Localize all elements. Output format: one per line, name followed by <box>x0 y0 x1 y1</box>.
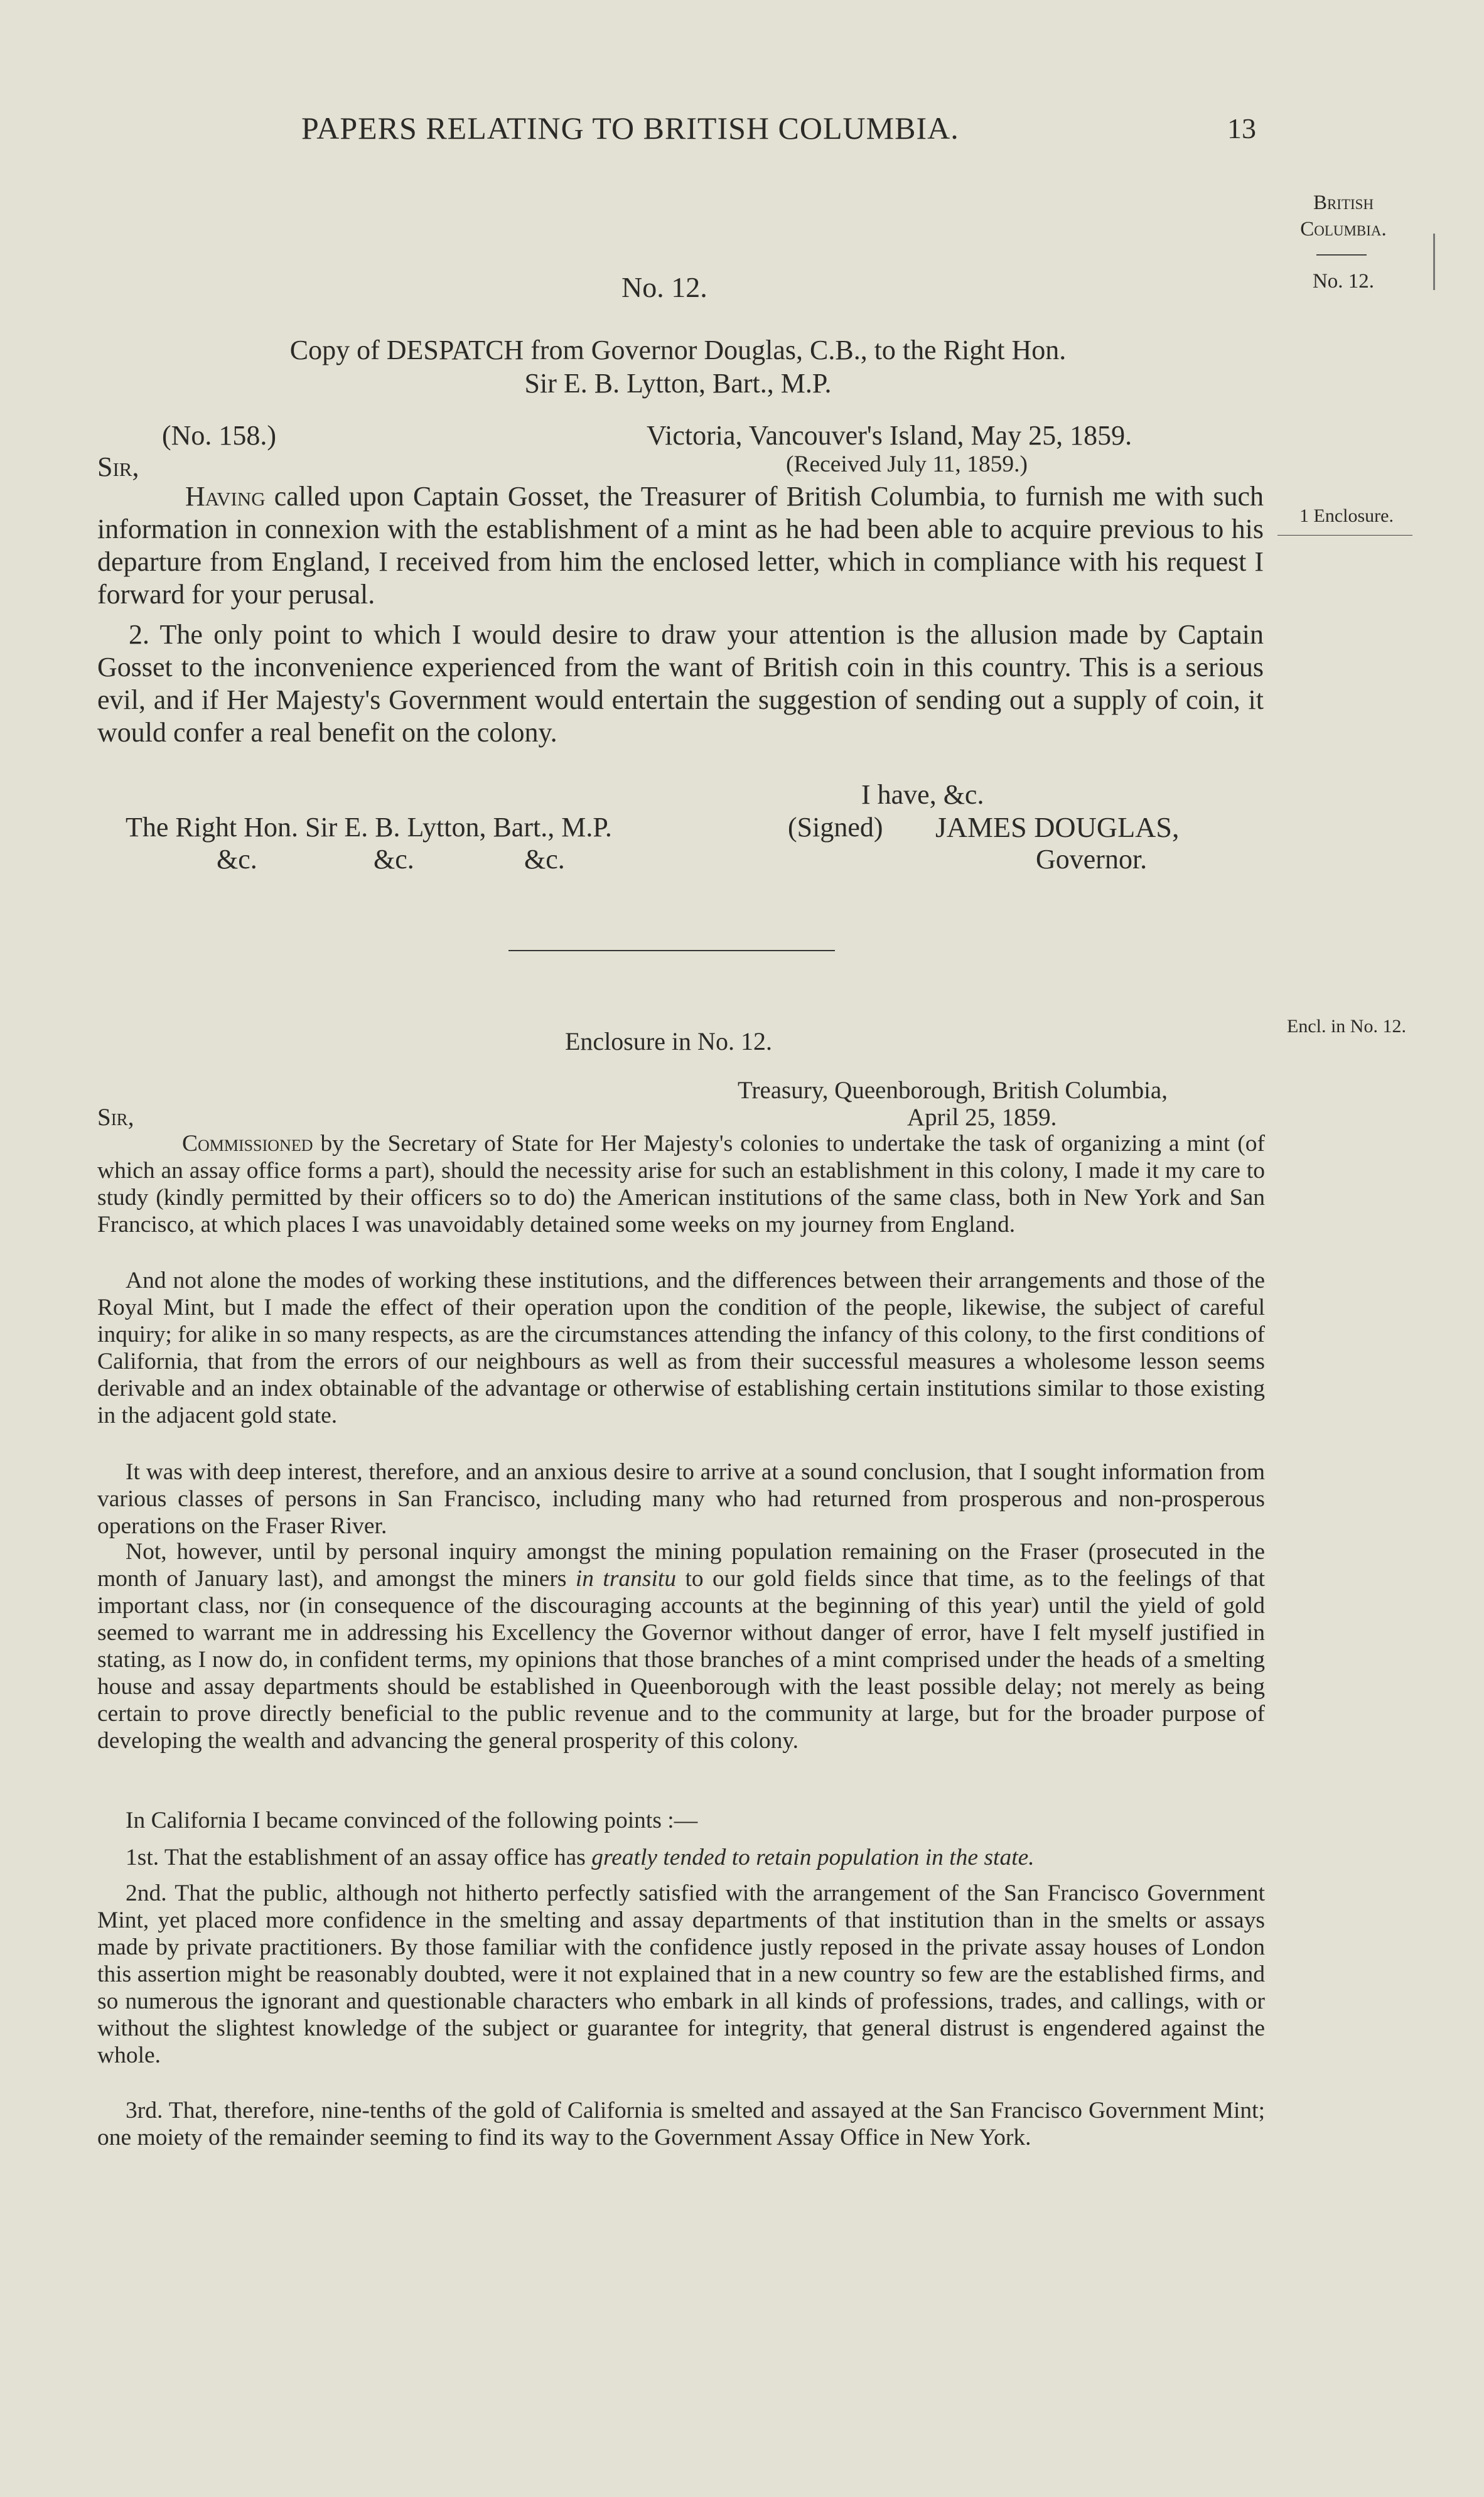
despatch-signatory: JAMES DOUGLAS, <box>935 811 1180 843</box>
enclosure-paragraph-6 <box>97 1844 1265 1871</box>
despatch-etc-3: &c. <box>524 844 565 875</box>
enclosure-place: Treasury, Queenborough, British Columbia, <box>738 1077 1168 1104</box>
enclosure-paragraph-4 <box>97 1538 1265 1754</box>
despatch-paragraph-1 <box>97 480 1264 611</box>
enclosure-p4-text-a: Not, however, until by personal inquiry amongst the mining population remaining on the Fraser (prosecuted in the month of January last), and amongst the miners <box>97 1539 1265 1592</box>
despatch-number: No. 12. <box>621 271 707 303</box>
enclosure-paragraph-7: 2nd. That the public, although not hitherto perfectly satisfied with the arrangement of the San Francisco Government Mint, yet placed more confidence in the smelting and assay departments of that institution than in the smelts or assays made by private practitioners. By those familiar with the confidence justly reposed in the private assay houses of London this assertion might be reasonably doubted, were it not explained that in a new country so few are the established firms, and so numerous the ignorant and questionable characters who embark in all kinds of professions, trades, and callings, with or without the slightest knowledge of the subject or guarantee for integrity, that general distrust is engendered against the whole. <box>97 1880 1265 2068</box>
margin-vertical-bar <box>1433 234 1435 290</box>
margin-enclosure-count: 1 Enclosure. <box>1299 505 1394 526</box>
section-divider <box>508 950 835 951</box>
enclosure-p1-text: by the Secretary of State for Her Majesty's colonies to undertake the task of organizing a mint (of which an assay office forms a part), should the necessity arise for such an establishment in this colony, I made it my care to study (kindly permitted by their officers so to do) the American institutions of the same class, both in New York and San Francisco, at which places I was unavoidably detained some weeks on my journey from England. <box>97 1131 1265 1238</box>
enclosure-p1-lead: Commissioned <box>182 1131 313 1157</box>
enclosure-date: April 25, 1859. <box>907 1104 1057 1131</box>
despatch-received: (Received July 11, 1859.) <box>786 451 1028 477</box>
enclosure-p4-text-b: to our gold fields since that time, as to the feelings of that important class, nor (in consequence of the discouraging accounts at the beginning of this year) until the yield of gold seemed to warrant me in addressing his Excellency the Governor without danger of error, have I felt myself justified in stating, as I now do, in confident terms, my opinions that those branches of a mint comprised under the heads of a smelting house and assay departments should be established in Queenborough with the least possible delay; not merely as being certain to prove directly beneficial to the public revenue and to the community at large, but for the broader purpose of developing the wealth and advancing the general prosperity of this colony. <box>97 1566 1266 1754</box>
despatch-signatory-title: Governor. <box>1036 844 1148 875</box>
despatch-etc-2: &c. <box>374 844 414 875</box>
despatch-place-date: Victoria, Vancouver's Island, May 25, 1859. <box>647 420 1132 451</box>
margin-despatch-ref: No. 12. <box>1312 270 1375 293</box>
margin-region-line1: British <box>1313 191 1374 214</box>
despatch-salutation: Sir, <box>97 451 139 482</box>
enclosure-paragraph-3: It was with deep interest, therefore, and an anxious desire to arrive at a sound conclusion, that I sought information from various classes of persons in San Francisco, including many who had returned from prosperous and non-prosperous operations on the Fraser River. <box>97 1459 1265 1539</box>
despatch-title-line2: Sir E. B. Lytton, Bart., M.P. <box>524 368 832 399</box>
enclosure-p4-italic: in transitu <box>575 1566 677 1592</box>
despatch-para1-lead: Having <box>185 481 266 512</box>
margin-rule <box>1316 254 1367 256</box>
page-number: 13 <box>1227 112 1256 144</box>
despatch-signed: (Signed) <box>788 812 883 843</box>
margin-enclosure-rule <box>1277 535 1412 536</box>
running-header-title: PAPERS RELATING TO BRITISH COLUMBIA. <box>301 111 959 146</box>
enclosure-paragraph-5: In California I became convinced of the following points :— <box>126 1808 698 1833</box>
despatch-paragraph-2: 2. The only point to which I would desire to draw your attention is the allusion made by Captain Gosset to the inconvenience experienced from the want of British coin in this country. This is a serious evil, and if Her Majesty's Government would entertain the suggestion of sending out a supply of coin, it would confer a real benefit on the colony. <box>97 619 1264 748</box>
enclosure-heading: Enclosure in No. 12. <box>565 1027 772 1055</box>
despatch-etc-1: &c. <box>217 844 257 875</box>
enclosure-paragraph-8: 3rd. That, therefore, nine-tenths of the gold of California is smelted and assayed at the San Francisco Government Mint; one moiety of the remainder seeming to find its way to the Government Assay Office in New York. <box>97 2098 1265 2150</box>
despatch-closing: I have, &c. <box>861 779 984 810</box>
enclosure-p6-text: 1st. That the establishment of an assay office has <box>126 1845 586 1870</box>
enclosure-paragraph-1 <box>97 1130 1265 1238</box>
despatch-addressee: The Right Hon. Sir E. B. Lytton, Bart., M.P. <box>126 812 612 843</box>
enclosure-paragraph-2: And not alone the modes of working these institutions, and the differences between their arrangements and those of the Royal Mint, but I made the effect of their operation upon the condition of the people, likewise, the subject of careful inquiry; for alike in so many respects, as are the circumstances attending the infancy of this colony, to the first conditions of California, that from the errors of our neighbours as well as from their successful measures a wholesome lesson seems derivable and an index obtainable of the advantage or otherwise of establishing certain institutions similar to those existing in the adjacent gold state. <box>97 1268 1265 1428</box>
enclosure-p6-italic: greatly tended to retain population in the state. <box>591 1845 1035 1870</box>
despatch-title-line1: Copy of DESPATCH from Governor Douglas, C.B., to the Right Hon. <box>289 335 1067 365</box>
enclosure-salutation: Sir, <box>97 1104 134 1131</box>
despatch-ref-no: (No. 158.) <box>162 420 277 451</box>
margin-enclosure-ref: Encl. in No. 12. <box>1287 1016 1406 1037</box>
despatch-para1-text: called upon Captain Gosset, the Treasurer of British Columbia, to furnish me with such information in connexion with the establishment of a mint as he had been able to acquire previous to his departure from England, I received from him the enclosed letter, which in compliance with his request I forward for your perusal. <box>97 481 1264 610</box>
margin-region-line2: Columbia. <box>1300 218 1387 240</box>
